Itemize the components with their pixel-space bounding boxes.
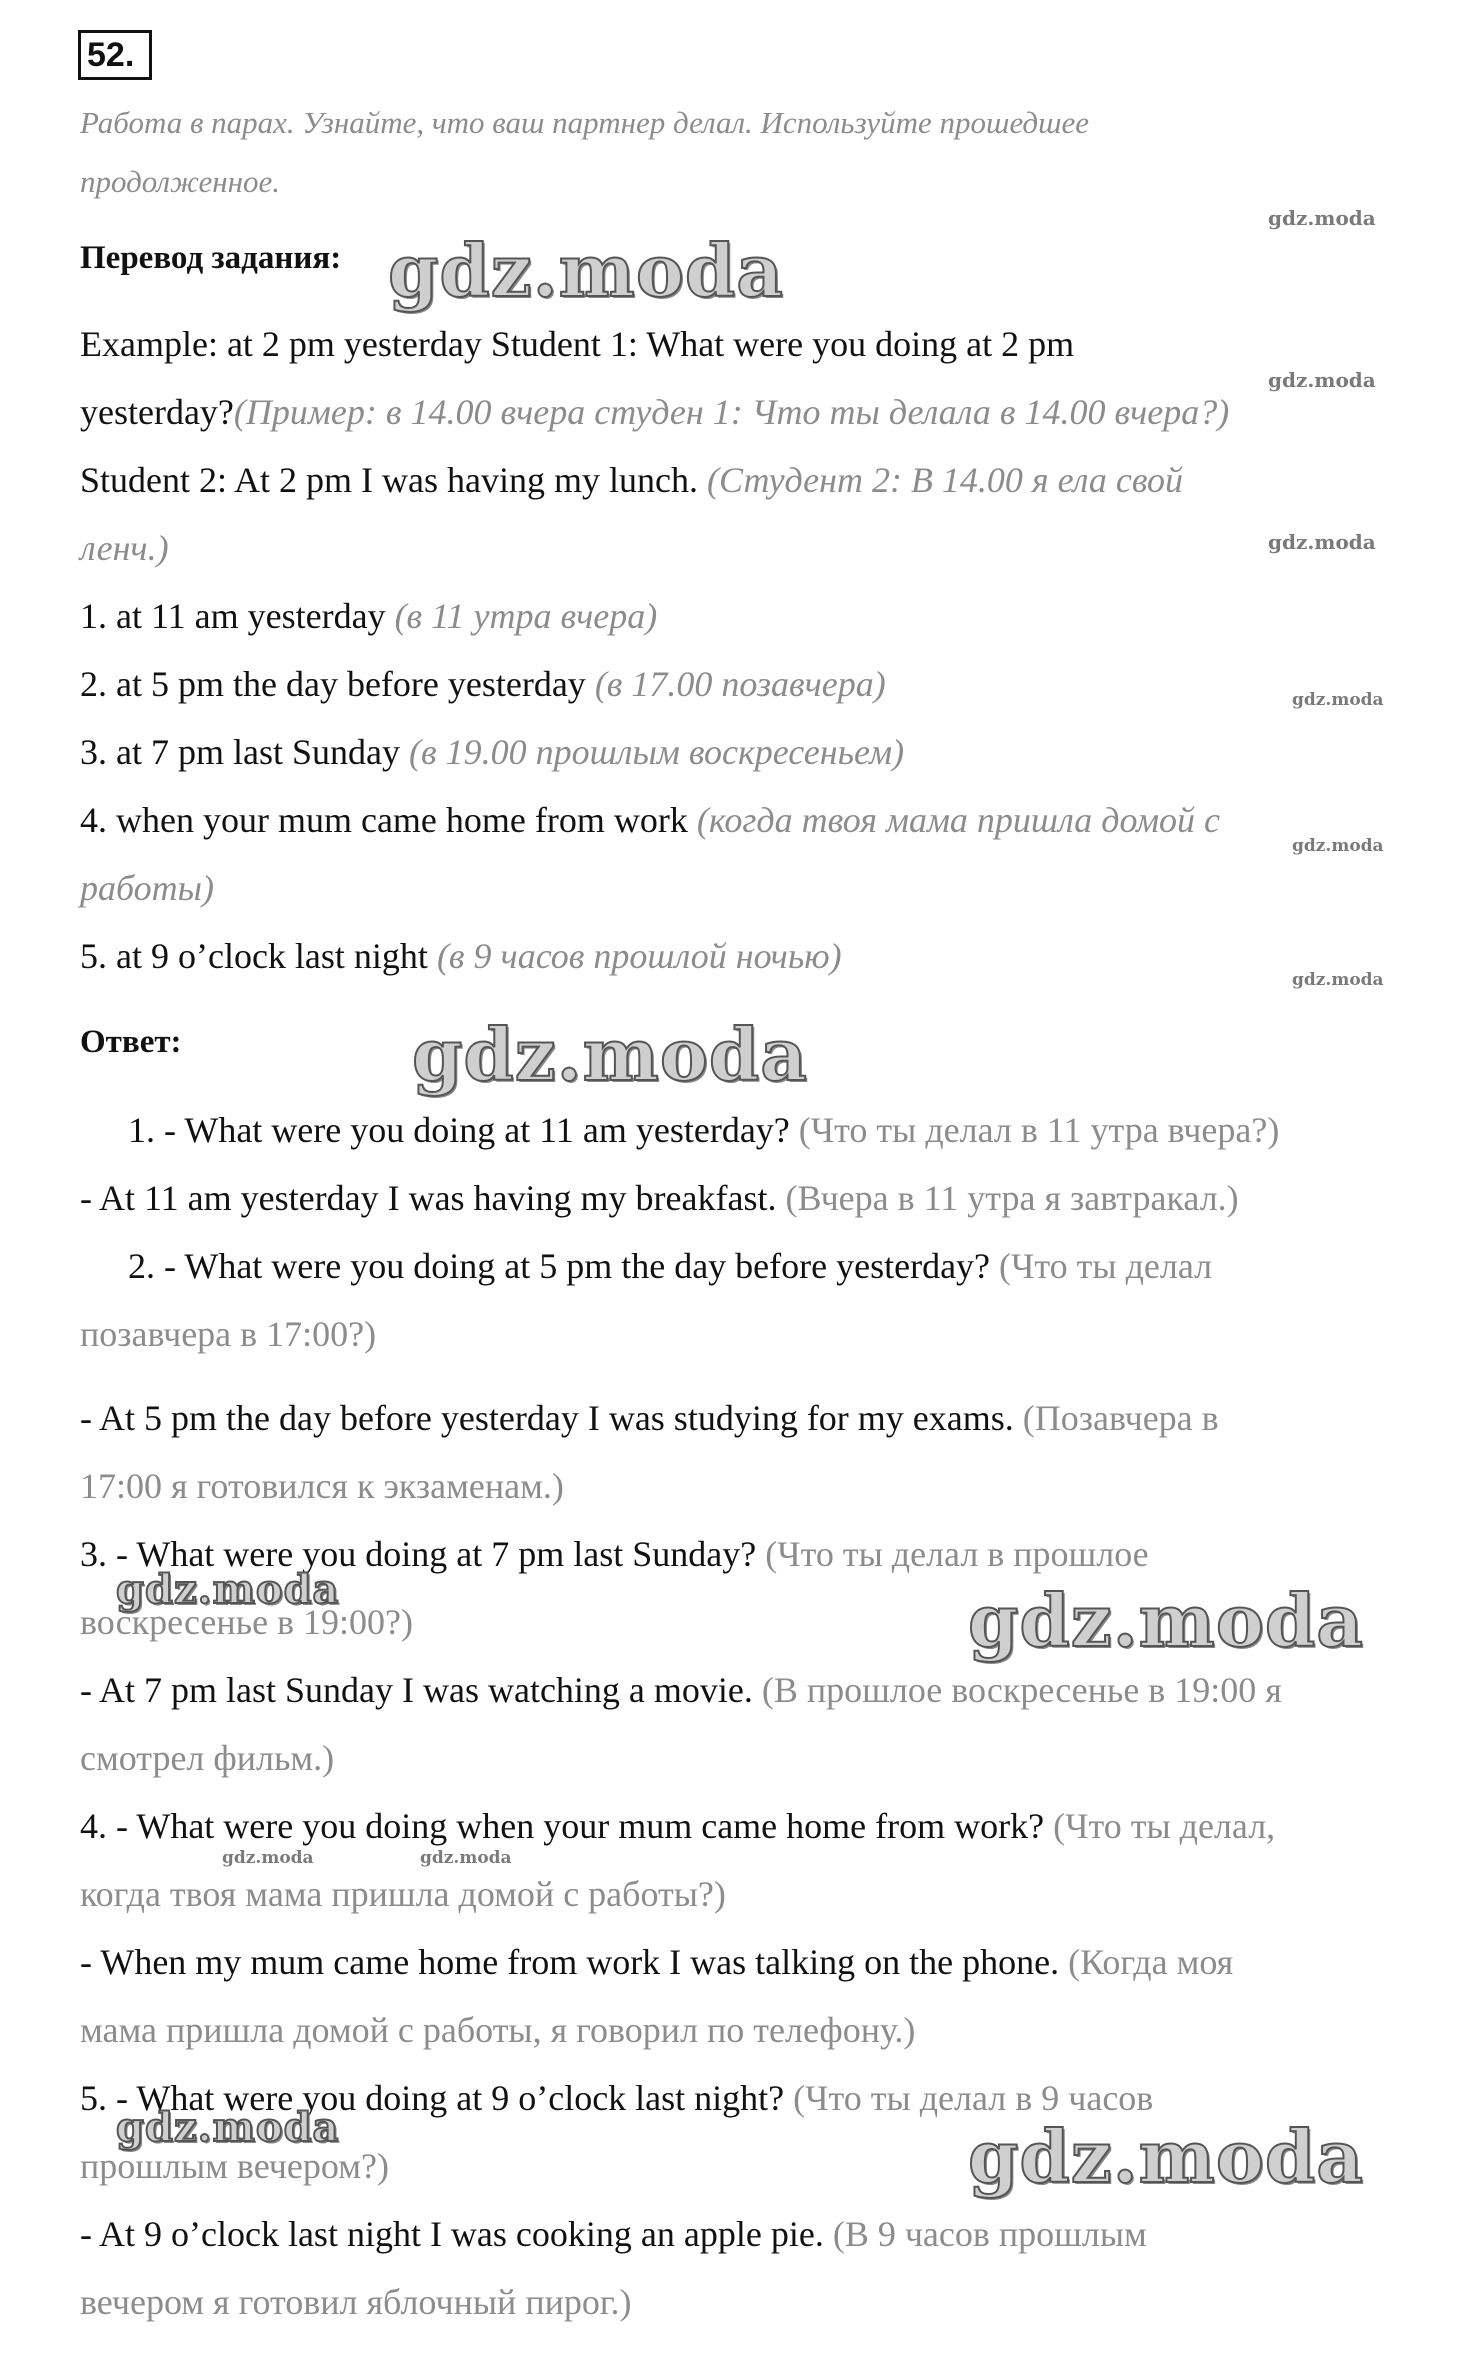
- answer-line-17: [80, 2214, 1147, 2254]
- answer-line-8: воскресенье в 19:00?): [80, 1602, 414, 1642]
- translation-heading: Перевод задания:: [80, 240, 342, 276]
- instruction-line-1: Работа в парах. Узнайте, что ваш партнер делал. Используйте прошедшее: [80, 105, 1090, 140]
- task-item-ru: (в 11 утра вчера): [394, 596, 658, 636]
- example-line-3-en: Student 2: At 2 pm I was having my lunch.: [80, 460, 698, 500]
- answer-line-11: [80, 1806, 1275, 1846]
- watermark-small: gdz.moda: [1268, 530, 1376, 554]
- answer-ru: (В прошлое воскресенье в 19:00 я: [761, 1670, 1282, 1710]
- task-item-ru: (когда твоя мама пришла домой с: [696, 800, 1221, 840]
- watermark-small: gdz.moda: [1292, 690, 1384, 710]
- answer-ru: (Что ты делал,: [1053, 1806, 1276, 1846]
- answer-ru: (Что ты делал в 11 утра вчера?): [798, 1110, 1280, 1150]
- watermark-small: gdz.moda: [1268, 206, 1376, 230]
- task-item-en: 4. when your mum came home from work: [80, 800, 688, 840]
- answer-en: 3. - What were you doing at 7 pm last Sunday?: [80, 1534, 757, 1574]
- answer-en: - At 9 o’clock last night I was cooking an apple pie.: [80, 2214, 824, 2254]
- task-item-2: [80, 664, 886, 704]
- example-line-3-ru: (Студент 2: В 14.00 я ела свой: [706, 460, 1184, 500]
- task-item-1: [80, 596, 657, 636]
- watermark-medium: gdz.moda: [116, 2104, 340, 2151]
- example-line-3: [80, 460, 1183, 500]
- task-item-en: 1. at 11 am yesterday: [80, 596, 386, 636]
- answer-ru: (Что ты делал в прошлое: [765, 1534, 1149, 1574]
- example-line-4: ленч.): [80, 528, 169, 568]
- answer-line-6: 17:00 я готовился к экзаменам.): [80, 1466, 564, 1506]
- answer-line-9: [80, 1670, 1282, 1710]
- answer-line-3: [128, 1246, 1212, 1286]
- answer-en: 2. - What were you doing at 5 pm the day before yesterday?: [128, 1246, 991, 1286]
- answer-en: - At 7 pm last Sunday I was watching a movie.: [80, 1670, 753, 1710]
- watermark-medium: gdz.moda: [116, 1566, 340, 1613]
- answer-line-4: позавчера в 17:00?): [80, 1314, 377, 1354]
- task-item-en: 3. at 7 pm last Sunday: [80, 732, 400, 772]
- answer-line-10: смотрел фильм.): [80, 1738, 335, 1778]
- answer-ru: (Позавчера в: [1022, 1398, 1219, 1438]
- task-item-4: [80, 800, 1220, 840]
- watermark-large: gdz.moda: [968, 2114, 1364, 2199]
- example-line-1: Example: at 2 pm yesterday Student 1: What were you doing at 2 pm: [80, 324, 1075, 364]
- answer-line-1: [128, 1110, 1279, 1150]
- answer-line-5: [80, 1398, 1219, 1438]
- watermark-small: gdz.moda: [1292, 836, 1384, 856]
- watermark-large: gdz.moda: [388, 228, 784, 313]
- answer-ru: (Когда моя: [1068, 1942, 1234, 1982]
- task-item-ru: (в 17.00 позавчера): [594, 664, 886, 704]
- watermark-large: gdz.moda: [412, 1012, 808, 1097]
- answer-en: 1. - What were you doing at 11 am yesterday?: [128, 1110, 790, 1150]
- answer-line-13: [80, 1942, 1233, 1982]
- answer-en: 5. - What were you doing at 9 o’clock last night?: [80, 2078, 785, 2118]
- answer-line-14: мама пришла домой с работы, я говорил по телефону.): [80, 2010, 916, 2050]
- task-item-4-cont: работы): [80, 868, 214, 908]
- answer-heading: Ответ:: [80, 1024, 182, 1060]
- instruction-line-2: продолженное.: [80, 164, 280, 199]
- example-line-2: [80, 392, 1229, 432]
- watermark-large: gdz.moda: [968, 1578, 1364, 1663]
- task-item-5: [80, 936, 842, 976]
- task-item-ru: (в 19.00 прошлым воскресеньем): [408, 732, 905, 772]
- task-item-en: 5. at 9 o’clock last night: [80, 936, 428, 976]
- answer-line-16: прошлым вечером?): [80, 2146, 389, 2186]
- watermark-small: gdz.moda: [1268, 368, 1376, 392]
- answer-en: - When my mum came home from work I was talking on the phone.: [80, 1942, 1060, 1982]
- watermark-small: gdz.moda: [222, 1848, 314, 1868]
- example-line-2-en: yesterday?: [80, 392, 234, 432]
- answer-ru: (Что ты делал в 9 часов: [793, 2078, 1154, 2118]
- watermark-small: gdz.moda: [420, 1848, 512, 1868]
- answer-line-2: [80, 1178, 1239, 1218]
- answer-en: - At 11 am yesterday I was having my breakfast.: [80, 1178, 777, 1218]
- answer-line-18: вечером я готовил яблочный пирог.): [80, 2282, 632, 2322]
- answer-line-12: когда твоя мама пришла домой с работы?): [80, 1874, 726, 1914]
- answer-en: - At 5 pm the day before yesterday I was studying for my exams.: [80, 1398, 1014, 1438]
- answer-ru: (Что ты делал: [999, 1246, 1213, 1286]
- exercise-number: 52.: [78, 30, 152, 80]
- answer-en: 4. - What were you doing when your mum came home from work?: [80, 1806, 1045, 1846]
- task-item-3: [80, 732, 904, 772]
- task-item-en: 2. at 5 pm the day before yesterday: [80, 664, 586, 704]
- answer-ru: (Вчера в 11 утра я завтракал.): [785, 1178, 1239, 1218]
- example-line-2-ru: (Пример: в 14.00 вчера студен 1: Что ты делала в 14.00 вчера?): [233, 392, 1230, 432]
- watermark-small: gdz.moda: [1292, 970, 1384, 990]
- task-item-ru: (в 9 часов прошлой ночью): [436, 936, 842, 976]
- answer-ru: (В 9 часов прошлым: [832, 2214, 1147, 2254]
